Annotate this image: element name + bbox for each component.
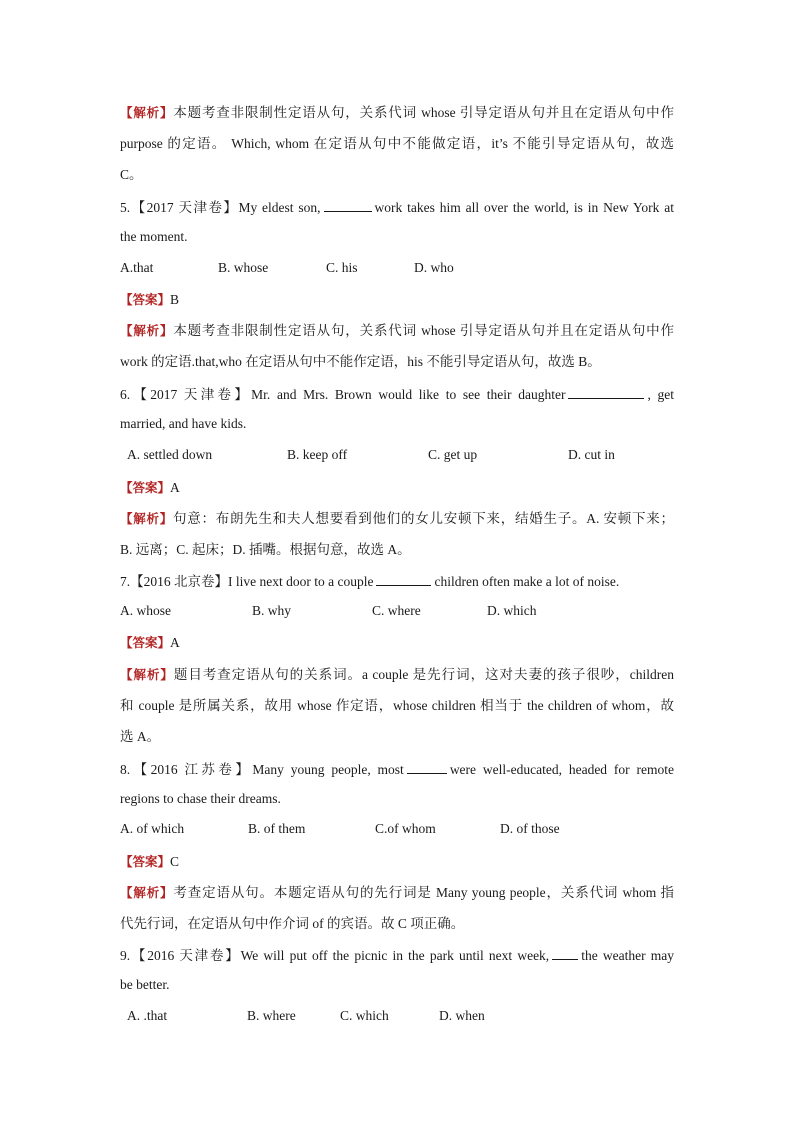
q7-option-c: C. where bbox=[372, 603, 421, 618]
q6-answer: 【答案】A bbox=[120, 480, 180, 495]
q7-stem-line-1: 7.【2016 北京卷】I live next door to a couple children often make a lot of noise. bbox=[120, 574, 620, 589]
q7-analysis-line-3: 选 A。 bbox=[120, 729, 161, 744]
q8-option-c: C.of whom bbox=[375, 821, 436, 836]
q7-analysis-line-1: 【解析】题目考查定语从句的关系词。a couple 是先行词，这对夫妻的孩子很吵，children bbox=[120, 667, 674, 682]
q5-option-c: C. his bbox=[326, 260, 358, 275]
q5-stem-line-2: the moment. bbox=[120, 229, 188, 244]
q6-option-a: A. settled down bbox=[127, 447, 213, 462]
q8-stem-line-2: regions to chase their dreams. bbox=[120, 791, 281, 806]
q6-option-c: C. get up bbox=[428, 447, 478, 462]
q8-analysis-line-1: 【解析】考查定语从句。本题定语从句的先行词是 Many young people，关系代词 whom 指 bbox=[120, 885, 674, 900]
answer-blank bbox=[552, 946, 578, 960]
q4-analysis-line-2: purpose 的定语。 Which, whom 在定语从句中不能做定语，it’s 不能引导定语从句，故选 bbox=[120, 136, 674, 151]
q8-stem-line-1: 8.【2016 江苏卷】Many young people, most were well-educated, headed for remote bbox=[120, 762, 674, 777]
q4-analysis-line-3: C。 bbox=[120, 167, 143, 182]
q8-answer: 【答案】C bbox=[120, 854, 180, 869]
q8-analysis-line-2: 代先行词，在定语从句中作介词 of 的宾语。故 C 项正确。 bbox=[120, 916, 465, 931]
q5-analysis-line-2: work 的定语.that,who 在定语从句中不能作定语，his 不能引导定语从句，故选 B。 bbox=[120, 354, 601, 369]
analysis-tag: 【解析】 bbox=[120, 885, 174, 900]
q9-option-d: D. when bbox=[439, 1008, 485, 1023]
q5-option-b: B. whose bbox=[218, 260, 269, 275]
q5-option-d: D. who bbox=[414, 260, 454, 275]
q8-option-d: D. of those bbox=[500, 821, 560, 836]
q6-option-b: B. keep off bbox=[287, 447, 348, 462]
q6-analysis-line-2: B. 远离；C. 起床；D. 插嘴。根据句意，故选 A。 bbox=[120, 542, 411, 557]
analysis-tag: 【解析】 bbox=[120, 323, 174, 338]
q6-analysis-line-1: 【解析】句意：布朗先生和夫人想要看到他们的女儿安顿下来，结婚生子。A. 安顿下来； bbox=[120, 511, 674, 526]
q7-option-a: A. whose bbox=[120, 603, 171, 618]
answer-tag: 【答案】 bbox=[120, 292, 171, 307]
q8-option-b: B. of them bbox=[248, 821, 306, 836]
q7-option-d: D. which bbox=[487, 603, 537, 618]
q9-option-a: A. .that bbox=[127, 1008, 168, 1023]
q9-stem-line-2: be better. bbox=[120, 977, 170, 992]
q9-stem-line-1: 9.【2016 天津卷】We will put off the picnic in the park until next week, the weather may bbox=[120, 948, 674, 963]
q7-option-b: B. why bbox=[252, 603, 292, 618]
q8-option-a: A. of which bbox=[120, 821, 185, 836]
answer-tag: 【答案】 bbox=[120, 635, 171, 650]
q7-answer: 【答案】A bbox=[120, 635, 180, 650]
q5-option-a: A.that bbox=[120, 260, 154, 275]
q5-answer: 【答案】B bbox=[120, 292, 180, 307]
answer-blank bbox=[324, 198, 372, 212]
q4-analysis-line-1: 【解析】本题考查非限制性定语从句，关系代词 whose 引导定语从句并且在定语从句中作 bbox=[120, 105, 674, 120]
q6-stem-line-1: 6.【2017 天津卷】Mr. and Mrs. Brown would like to see their daughter , get bbox=[120, 387, 675, 402]
q6-stem-line-2: married, and have kids. bbox=[120, 416, 247, 431]
answer-blank bbox=[407, 760, 447, 774]
analysis-tag: 【解析】 bbox=[120, 667, 174, 682]
answer-blank bbox=[376, 572, 431, 586]
q5-stem-line-1: 5.【2017 天津卷】My eldest son, work takes him all over the world, is in New York at bbox=[120, 200, 675, 215]
q9-option-b: B. where bbox=[247, 1008, 296, 1023]
q6-option-d: D. cut in bbox=[568, 447, 615, 462]
answer-tag: 【答案】 bbox=[120, 854, 171, 869]
answer-blank bbox=[568, 385, 644, 399]
answer-tag: 【答案】 bbox=[120, 480, 171, 495]
analysis-tag: 【解析】 bbox=[120, 511, 173, 526]
q5-analysis-line-1: 【解析】本题考查非限制性定语从句，关系代词 whose 引导定语从句并且在定语从句中作 bbox=[120, 323, 674, 338]
q9-option-c: C. which bbox=[340, 1008, 389, 1023]
analysis-tag: 【解析】 bbox=[120, 105, 174, 120]
q7-analysis-line-2: 和 couple 是所属关系，故用 whose 作定语，whose children 相当于 the children of whom，故 bbox=[120, 698, 674, 713]
